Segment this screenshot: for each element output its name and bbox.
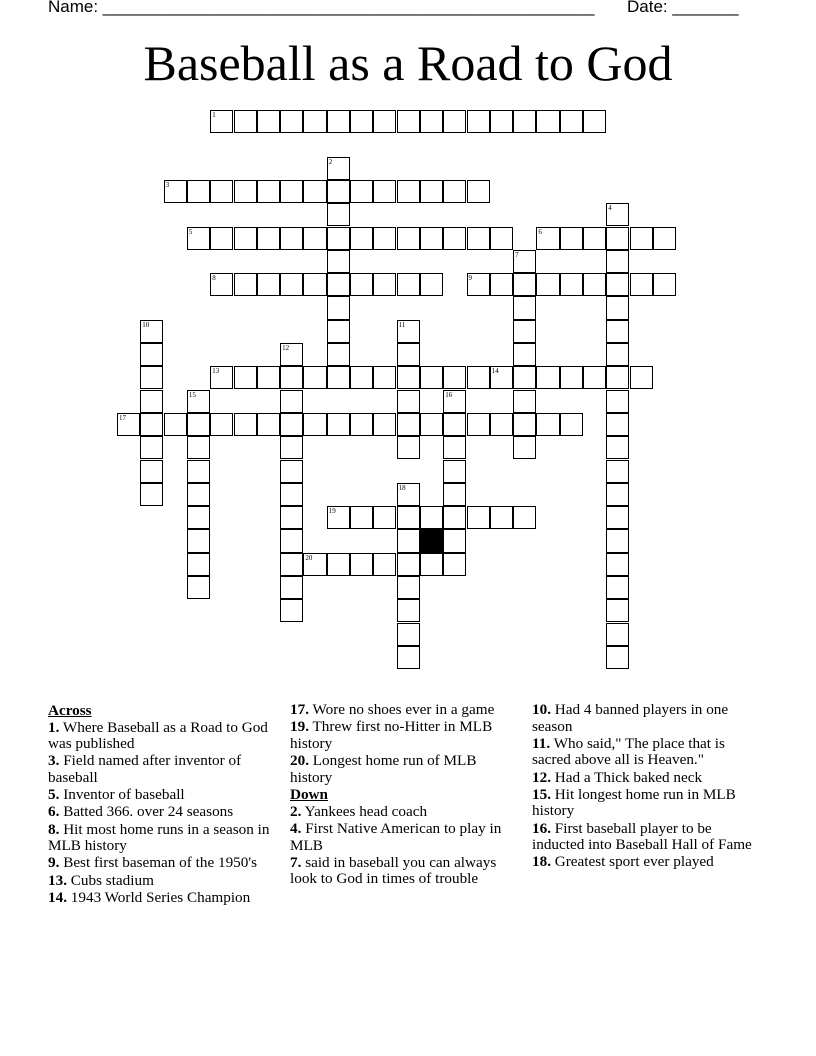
clue-text: Yankees head coach xyxy=(304,802,428,820)
clue-text: Threw first no-Hitter in MLB history xyxy=(290,718,493,752)
grid-cell[interactable] xyxy=(583,110,606,133)
grid-cell[interactable] xyxy=(606,227,629,250)
grid-cell[interactable] xyxy=(210,180,233,203)
clue-text: Had a Thick baked neck xyxy=(554,768,703,786)
grid-cell[interactable] xyxy=(443,180,466,203)
grid-cell[interactable] xyxy=(606,646,629,669)
grid-cell[interactable] xyxy=(513,436,536,459)
grid-cell[interactable] xyxy=(397,413,420,436)
grid-cell[interactable] xyxy=(350,506,373,529)
grid-cell[interactable] xyxy=(490,227,513,250)
grid-cell[interactable] xyxy=(560,227,583,250)
down-clue xyxy=(532,821,764,854)
grid-cell[interactable] xyxy=(327,273,350,296)
grid-cell[interactable] xyxy=(140,343,163,366)
grid-cell[interactable] xyxy=(536,273,559,296)
grid-cell[interactable] xyxy=(513,320,536,343)
clue-number: 15 xyxy=(188,390,196,399)
clue-text: Best first baseman of the 1950's xyxy=(63,854,257,872)
grid-cell[interactable] xyxy=(373,110,396,133)
grid-cell[interactable] xyxy=(373,506,396,529)
grid-cell[interactable] xyxy=(443,227,466,250)
across-clue xyxy=(48,873,276,890)
down-clue xyxy=(290,855,518,888)
clue-label-number: 16. xyxy=(532,819,551,837)
grid-cell[interactable] xyxy=(280,506,303,529)
across-clue xyxy=(48,753,276,786)
grid-cell[interactable] xyxy=(606,413,629,436)
clue-label-number: 6. xyxy=(48,803,60,821)
grid-cell[interactable] xyxy=(373,553,396,576)
clue-text: First Native American to play in MLB xyxy=(290,819,502,854)
grid-cell[interactable] xyxy=(140,390,163,413)
grid-cell[interactable] xyxy=(373,273,396,296)
grid-cell[interactable] xyxy=(187,506,210,529)
across-heading: Across xyxy=(48,702,92,719)
down-heading: Down xyxy=(290,786,328,804)
grid-cell[interactable] xyxy=(397,343,420,366)
clue-number: 2 xyxy=(328,157,333,166)
grid-cell[interactable] xyxy=(303,273,326,296)
grid-cell[interactable] xyxy=(560,366,583,389)
clue-number: 12 xyxy=(282,344,290,352)
grid-cell[interactable] xyxy=(210,227,233,250)
grid-cell[interactable] xyxy=(560,413,583,436)
clue-number: 14 xyxy=(491,367,499,376)
grid-cell[interactable] xyxy=(140,483,163,506)
grid-cell[interactable] xyxy=(280,529,303,552)
grid-cell[interactable] xyxy=(513,413,536,436)
grid-cell[interactable] xyxy=(420,110,443,133)
clue-label-number: 12. xyxy=(532,768,551,786)
grid-cell[interactable] xyxy=(513,273,536,296)
grid-cell[interactable] xyxy=(350,110,373,133)
down-clue xyxy=(532,770,764,787)
grid-cell[interactable] xyxy=(467,227,490,250)
grid-cell[interactable] xyxy=(513,343,536,366)
grid-cell[interactable] xyxy=(327,343,350,366)
grid-cell[interactable] xyxy=(257,273,280,296)
grid-cell[interactable] xyxy=(327,413,350,436)
grid-cell[interactable] xyxy=(630,273,653,296)
clue-number: 1 xyxy=(212,111,216,119)
grid-cell[interactable] xyxy=(140,413,163,436)
grid-cell[interactable] xyxy=(467,366,490,389)
clue-text: Longest home run of MLB history xyxy=(290,751,477,786)
across-clue xyxy=(48,890,276,907)
grid-cell[interactable] xyxy=(630,366,653,389)
clue-text: Who said," The place that is sacred above all is Heaven." xyxy=(532,734,725,769)
clue-text: Cubs stadium xyxy=(70,871,154,889)
grid-cell[interactable] xyxy=(234,273,257,296)
grid-cell[interactable] xyxy=(327,227,350,250)
grid-cell[interactable] xyxy=(513,506,536,529)
grid-cell[interactable] xyxy=(443,483,466,506)
grid-cell[interactable] xyxy=(443,366,466,389)
grid-cell[interactable] xyxy=(420,180,443,203)
grid-cell[interactable] xyxy=(397,366,420,389)
clue-number: 8 xyxy=(212,274,216,283)
grid-cell[interactable] xyxy=(187,436,210,459)
clue-number: 10 xyxy=(142,320,150,329)
down-clue xyxy=(290,804,518,821)
grid-cell[interactable] xyxy=(140,366,163,389)
grid-cell[interactable] xyxy=(606,483,629,506)
clue-number: 7 xyxy=(515,250,519,259)
grid-cell[interactable] xyxy=(187,413,210,436)
down-clue xyxy=(290,821,518,854)
grid-cell[interactable] xyxy=(187,460,210,483)
clue-label-number: 8. xyxy=(48,820,60,838)
down-clue xyxy=(532,787,764,820)
grid-cell[interactable] xyxy=(397,599,420,622)
clue-label-number: 4. xyxy=(290,819,302,837)
grid-cell[interactable] xyxy=(490,273,513,296)
grid-cell[interactable] xyxy=(513,296,536,319)
grid-cell[interactable] xyxy=(327,366,350,389)
clue-label-number: 10. xyxy=(532,701,551,718)
grid-cell[interactable] xyxy=(513,390,536,413)
clue-number: 18 xyxy=(398,483,406,492)
grid-cell[interactable] xyxy=(560,110,583,133)
grid-cell[interactable] xyxy=(606,553,629,576)
grid-cell[interactable] xyxy=(140,460,163,483)
grid-cell[interactable] xyxy=(327,320,350,343)
grid-cell[interactable] xyxy=(280,599,303,622)
grid-cell[interactable] xyxy=(606,623,629,646)
clue-label-number: 17. xyxy=(290,701,309,718)
across-clue xyxy=(290,702,518,719)
grid-cell[interactable] xyxy=(536,110,559,133)
grid-cell[interactable] xyxy=(350,227,373,250)
grid-cell[interactable] xyxy=(443,436,466,459)
clue-column-3 xyxy=(532,702,764,872)
grid-cell[interactable] xyxy=(606,506,629,529)
grid-cell[interactable] xyxy=(630,227,653,250)
clue-number: 6 xyxy=(538,227,542,236)
grid-cell[interactable] xyxy=(350,553,373,576)
grid-cell[interactable] xyxy=(303,413,326,436)
grid-cell[interactable] xyxy=(234,110,257,133)
grid-cell[interactable] xyxy=(443,506,466,529)
clue-label-number: 1. xyxy=(48,718,60,736)
across-clue xyxy=(48,787,276,804)
grid-cell[interactable] xyxy=(513,366,536,389)
grid-cell[interactable] xyxy=(606,273,629,296)
grid-cell[interactable] xyxy=(397,273,420,296)
clue-number: 16 xyxy=(445,390,453,399)
grid-cell[interactable] xyxy=(606,320,629,343)
clue-label-number: 7. xyxy=(290,853,302,871)
grid-cell[interactable] xyxy=(560,273,583,296)
grid-cell[interactable] xyxy=(234,413,257,436)
grid-cell[interactable] xyxy=(373,180,396,203)
grid-cell[interactable] xyxy=(397,110,420,133)
across-clue xyxy=(290,719,518,752)
page-title: Baseball as a Road to God xyxy=(143,35,673,91)
grid-cell[interactable] xyxy=(350,413,373,436)
grid-cell[interactable] xyxy=(536,366,559,389)
grid-cell[interactable] xyxy=(280,576,303,599)
grid-cell[interactable] xyxy=(420,506,443,529)
grid-cell[interactable] xyxy=(606,599,629,622)
grid-cell[interactable] xyxy=(350,180,373,203)
grid-cell[interactable] xyxy=(397,529,420,552)
grid-cell[interactable] xyxy=(303,227,326,250)
across-clue xyxy=(48,804,276,821)
grid-cell[interactable] xyxy=(303,180,326,203)
across-clue xyxy=(48,855,276,872)
grid-cell[interactable] xyxy=(443,110,466,133)
grid-cell[interactable] xyxy=(210,413,233,436)
grid-cell[interactable] xyxy=(443,460,466,483)
clue-label-number: 19. xyxy=(290,718,309,736)
grid-cell[interactable] xyxy=(420,227,443,250)
grid-cell[interactable] xyxy=(257,413,280,436)
clue-label-number: 13. xyxy=(48,871,67,889)
grid-cell[interactable] xyxy=(327,553,350,576)
clue-text: Inventor of baseball xyxy=(63,786,185,804)
clue-label-number: 15. xyxy=(532,785,551,803)
down-clue xyxy=(532,736,764,769)
clue-number: 5 xyxy=(188,227,193,236)
clue-text: First baseball player to be inducted into Baseball Hall of Fame xyxy=(532,819,752,854)
grid-cell[interactable] xyxy=(490,110,513,133)
grid-cell[interactable] xyxy=(490,506,513,529)
grid-cell[interactable] xyxy=(164,413,187,436)
grid-cell[interactable] xyxy=(536,413,559,436)
grid-cell[interactable] xyxy=(397,623,420,646)
grid-cell[interactable] xyxy=(350,273,373,296)
grid-cell[interactable] xyxy=(420,273,443,296)
grid-cell[interactable] xyxy=(397,390,420,413)
grid-cell[interactable] xyxy=(467,180,490,203)
across-clue xyxy=(48,822,276,855)
grid-cell[interactable] xyxy=(373,413,396,436)
grid-cell[interactable] xyxy=(280,110,303,133)
grid-cell[interactable] xyxy=(606,529,629,552)
clue-label-number: 20. xyxy=(290,751,309,769)
grid-cell[interactable] xyxy=(513,110,536,133)
clue-text: Field named after inventor of baseball xyxy=(48,752,242,786)
grid-cell[interactable] xyxy=(467,110,490,133)
grid-cell[interactable] xyxy=(140,436,163,459)
clue-label-number: 14. xyxy=(48,888,67,906)
clue-label-number: 2. xyxy=(290,802,302,820)
grid-cell[interactable] xyxy=(397,436,420,459)
grid-cell[interactable] xyxy=(397,576,420,599)
grid-cell[interactable] xyxy=(653,273,676,296)
grid-cell[interactable] xyxy=(606,366,629,389)
clue-text: Hit longest home run in MLB history xyxy=(532,785,736,820)
clue-label-number: 9. xyxy=(48,854,60,872)
grid-cell[interactable] xyxy=(280,436,303,459)
clue-column-2 xyxy=(290,702,518,889)
clue-text: Wore no shoes ever in a game xyxy=(312,701,495,718)
clue-text: 1943 World Series Champion xyxy=(70,888,251,906)
grid-cell[interactable] xyxy=(187,180,210,203)
grid-cell[interactable] xyxy=(443,553,466,576)
grid-cell[interactable] xyxy=(606,460,629,483)
grid-cell[interactable] xyxy=(397,227,420,250)
black-square xyxy=(420,529,443,552)
grid-cell[interactable] xyxy=(280,180,303,203)
grid-cell[interactable] xyxy=(653,227,676,250)
grid-cell[interactable] xyxy=(467,506,490,529)
clue-text: Had 4 banned players in one season xyxy=(532,701,729,735)
grid-cell[interactable] xyxy=(373,227,396,250)
grid-cell[interactable] xyxy=(583,227,606,250)
grid-cell[interactable] xyxy=(583,366,606,389)
clue-label-number: 18. xyxy=(532,853,551,871)
grid-cell[interactable] xyxy=(257,227,280,250)
grid-cell[interactable] xyxy=(467,413,490,436)
grid-cell[interactable] xyxy=(280,227,303,250)
grid-cell[interactable] xyxy=(234,227,257,250)
grid-cell[interactable] xyxy=(280,390,303,413)
clue-label-number: 5. xyxy=(48,786,60,804)
grid-cell[interactable] xyxy=(280,553,303,576)
grid-cell[interactable] xyxy=(606,576,629,599)
grid-cell[interactable] xyxy=(420,366,443,389)
grid-cell[interactable] xyxy=(397,646,420,669)
grid-cell[interactable] xyxy=(397,553,420,576)
grid-cell[interactable] xyxy=(187,553,210,576)
grid-cell[interactable] xyxy=(234,366,257,389)
clue-text: Hit most home runs in a season in MLB history xyxy=(48,820,270,855)
grid-cell[interactable] xyxy=(303,366,326,389)
grid-cell[interactable] xyxy=(327,296,350,319)
grid-cell[interactable] xyxy=(490,413,513,436)
grid-cell[interactable] xyxy=(257,180,280,203)
grid-cell[interactable] xyxy=(257,110,280,133)
grid-cell[interactable] xyxy=(420,553,443,576)
grid-cell[interactable] xyxy=(327,180,350,203)
clue-number: 20 xyxy=(305,553,313,562)
clue-text: said in baseball you can always look to God in times of trouble xyxy=(290,853,497,888)
clue-number: 3 xyxy=(165,180,170,189)
grid-cell[interactable] xyxy=(303,110,326,133)
grid-cell[interactable] xyxy=(280,483,303,506)
grid-cell[interactable] xyxy=(350,366,373,389)
clue-number: 19 xyxy=(328,507,336,516)
grid-cell[interactable] xyxy=(397,180,420,203)
clue-number: 4 xyxy=(608,204,612,213)
clue-text: Where Baseball as a Road to God was published xyxy=(48,718,268,753)
across-clue xyxy=(48,720,276,753)
grid-cell[interactable] xyxy=(327,110,350,133)
grid-cell[interactable] xyxy=(327,250,350,273)
clue-text: Batted 366. over 24 seasons xyxy=(63,803,234,821)
grid-cell[interactable] xyxy=(606,390,629,413)
grid-cell[interactable] xyxy=(443,413,466,436)
grid-cell[interactable] xyxy=(257,366,280,389)
grid-cell[interactable] xyxy=(373,366,396,389)
down-clue xyxy=(532,702,764,735)
clue-column-1 xyxy=(48,702,276,907)
clue-label-number: 11. xyxy=(532,734,551,752)
grid-cell[interactable] xyxy=(280,460,303,483)
grid-cell[interactable] xyxy=(280,413,303,436)
grid-cell[interactable] xyxy=(606,250,629,273)
grid-cell[interactable] xyxy=(234,180,257,203)
grid-cell[interactable] xyxy=(187,529,210,552)
grid-cell[interactable] xyxy=(443,529,466,552)
grid-cell[interactable] xyxy=(280,273,303,296)
grid-cell[interactable] xyxy=(187,483,210,506)
clue-number: 9 xyxy=(468,274,472,283)
grid-cell[interactable] xyxy=(606,296,629,319)
across-clue xyxy=(290,753,518,786)
grid-cell[interactable] xyxy=(397,506,420,529)
grid-cell[interactable] xyxy=(583,273,606,296)
clue-text: Greatest sport ever played xyxy=(554,853,714,871)
grid-cell[interactable] xyxy=(187,576,210,599)
down-clue xyxy=(532,854,764,871)
date-field[interactable]: Date: _______ xyxy=(627,0,739,16)
grid-cell[interactable] xyxy=(606,436,629,459)
grid-cell[interactable] xyxy=(420,413,443,436)
name-field[interactable]: Name: ____________________________________________________ xyxy=(48,0,595,16)
clue-number: 11 xyxy=(398,320,406,329)
clue-number: 17 xyxy=(119,413,126,422)
clue-number: 13 xyxy=(212,367,220,376)
clue-label-number: 3. xyxy=(48,752,60,770)
grid-cell[interactable] xyxy=(327,203,350,226)
grid-cell[interactable] xyxy=(280,366,303,389)
grid-cell[interactable] xyxy=(606,343,629,366)
